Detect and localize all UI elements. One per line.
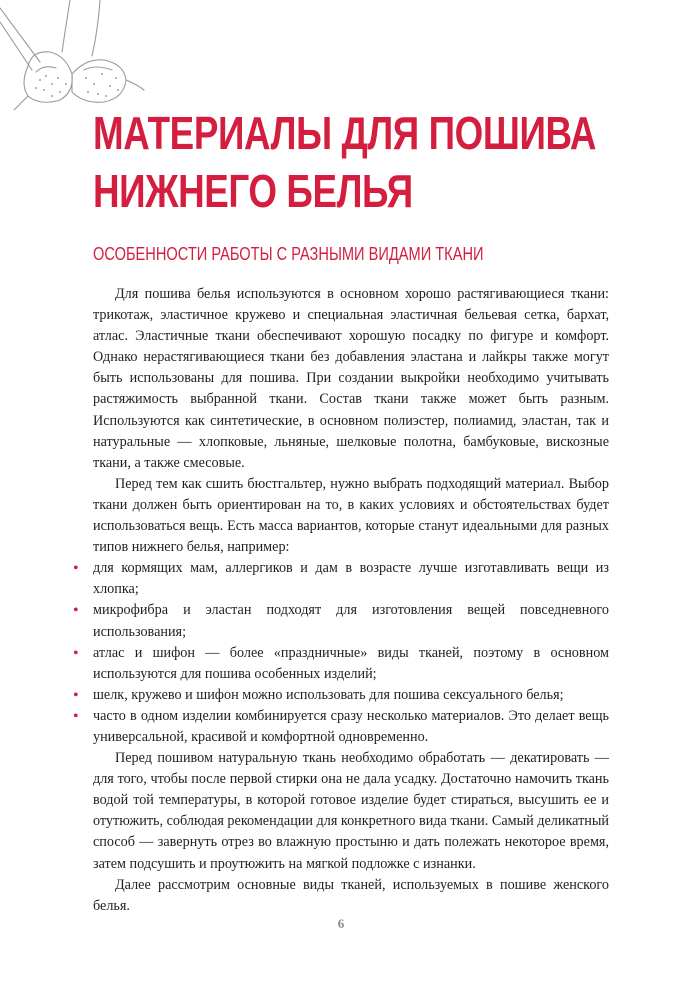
bullet-list — [93, 558, 609, 748]
list-item: • микрофибра и эластан подходят для изготовления вещей повседневного использования; — [93, 600, 609, 642]
title-line: НИЖНЕГО БЕЛЬЯ — [93, 165, 413, 217]
paragraph: Перед пошивом натуральную ткань необходимо обработать — декатировать — для того, чтобы после первой стирки она не дала усадку. Достаточно намочить ткань водой той температуры, в которой готовое изделие будет стираться, высушить ее и отутюжить, соблюдая рекомендации для конкретного вида ткани. Самый деликатный способ — завернуть отрез во влажную простыню и дать полежать некоторое время, затем подсушить и проутюжить на мягкой подложке с изнанки. — [93, 750, 609, 872]
title-line: МАТЕРИАЛЫ ДЛЯ ПОШИВА — [93, 107, 597, 159]
page-title — [93, 104, 597, 220]
list-item: • шелк, кружево и шифон можно использовать для пошива сексуального белья; — [93, 685, 609, 706]
list-item: • часто в одном изделии комбинируется сразу несколько материалов. Это делает вещь универсальной, красивой и комфортной одновременно. — [93, 706, 609, 748]
paragraph: Перед тем как сшить бюстгальтер, нужно выбрать подходящий материал. Выбор ткани должен быть ориентирован на то, в каких условиях и обстоятельствах будет использоваться вещь. Есть масса вариантов, которые станут идеальными для разных типов нижнего белья, например: — [93, 475, 609, 556]
list-item: • для кормящих мам, аллергиков и дам в возрасте лучше изготавливать вещи из хлопка; — [93, 558, 609, 600]
bra-sketch-icon — [0, 0, 150, 115]
list-item: • атлас и шифон — более «праздничные» виды тканей, поэтому в основном используются для пошива особенных изделий; — [93, 643, 609, 685]
paragraph: Далее рассмотрим основные виды тканей, используемых в пошиве женского белья. — [93, 876, 609, 914]
section-subtitle: ОСОБЕННОСТИ РАБОТЫ С РАЗНЫМИ ВИДАМИ ТКАНИ — [93, 243, 484, 264]
page-number: 6 — [337, 916, 345, 931]
paragraph: Для пошива белья используются в основном хорошо растягивающиеся ткани: трикотаж, эластичное кружево и специальная эластичная бельевая сетка, бархат, атлас. Эластичные ткани обеспечивают хорошую посадку по фигуре и комфорт. Однако нерастягивающиеся ткани без добавления эластана и лайкры также могут быть использованы для пошива. При создании выкройки необходимо учитывать растяжимость выбранной ткани. Состав ткани также может быть разным. Используются как синтетические, в основном полиэстер, полиамид, эластан, так и натуральные — хлопковые, льняные, шелковые полотна, бамбуковые, вискозные ткани, а также смесовые. — [93, 286, 609, 471]
body-text — [93, 284, 609, 917]
